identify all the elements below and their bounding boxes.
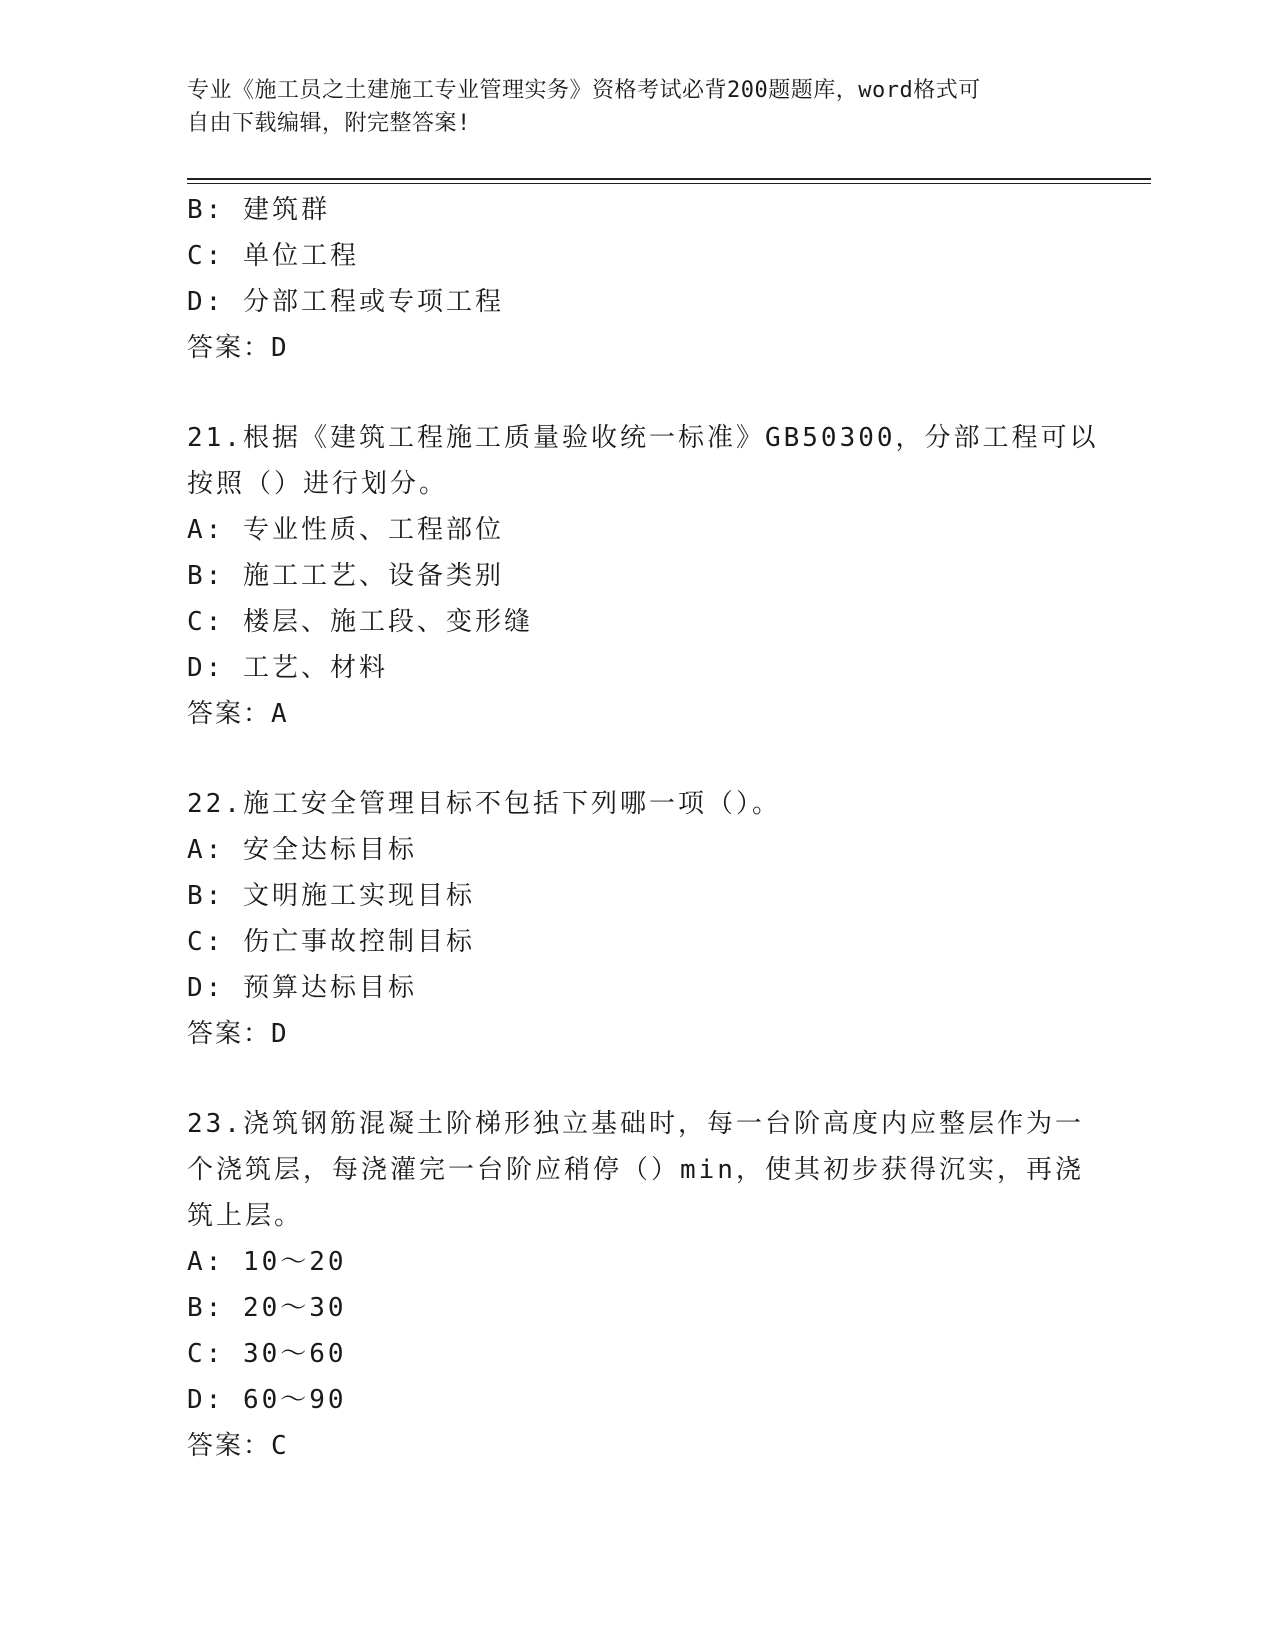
document-body — [187, 187, 1099, 1469]
option-b: B: 文明施工实现目标 — [187, 881, 475, 911]
answer-value: A — [271, 699, 288, 729]
answer-value: C — [271, 1431, 288, 1461]
option-d: D: 工艺、材料 — [187, 653, 388, 683]
header-divider-thick — [187, 178, 1151, 180]
answer-line — [187, 1423, 1087, 1469]
answer-line — [187, 691, 1087, 737]
question-stem-line: 22.施工安全管理目标不包括下列哪一项（）。 — [187, 789, 781, 819]
question-stem-line: 按照（）进行划分。 — [187, 469, 449, 499]
option-d: D: 60～90 — [187, 1385, 347, 1415]
answer-line — [187, 1011, 1087, 1057]
option-b: B: 20～30 — [187, 1293, 347, 1323]
question-stem-line: 21.根据《建筑工程施工质量验收统一标准》GB50300，分部工程可以 — [187, 423, 1099, 453]
option-c: C: 30～60 — [187, 1339, 347, 1369]
question-23 — [187, 1101, 1087, 1469]
header-divider-thin — [187, 183, 1151, 184]
document-header — [187, 74, 1067, 140]
header-line-2: 自由下载编辑，附完整答案! — [187, 111, 471, 136]
question-stem-line: 筑上层。 — [187, 1201, 304, 1231]
question-20-continuation — [187, 187, 1087, 371]
option-a: A: 10～20 — [187, 1247, 347, 1277]
answer-line — [187, 325, 1087, 371]
answer-value: D — [271, 333, 288, 363]
option-b: B: 建筑群 — [187, 195, 330, 225]
option-d: D: 预算达标目标 — [187, 973, 417, 1003]
answer-label: 答案： — [187, 699, 272, 729]
option-c: C: 单位工程 — [187, 241, 359, 271]
option-c: C: 伤亡事故控制目标 — [187, 927, 475, 957]
question-21 — [187, 415, 1099, 737]
answer-label: 答案： — [187, 1019, 272, 1049]
option-c: C: 楼层、施工段、变形缝 — [187, 607, 533, 637]
header-line-1: 专业《施工员之土建施工专业管理实务》资格考试必背200题题库，word格式可 — [187, 78, 981, 103]
option-b: B: 施工工艺、设备类别 — [187, 561, 504, 591]
question-stem-line: 23.浇筑钢筋混凝土阶梯形独立基础时，每一台阶高度内应整层作为一 — [187, 1109, 1084, 1139]
option-d: D: 分部工程或专项工程 — [187, 287, 504, 317]
option-a: A: 安全达标目标 — [187, 835, 417, 865]
question-stem-line: 个浇筑层，每浇灌完一台阶应稍停（）min，使其初步获得沉实，再浇 — [187, 1155, 1084, 1185]
answer-label: 答案： — [187, 1431, 272, 1461]
answer-label: 答案： — [187, 333, 272, 363]
question-22 — [187, 781, 1087, 1057]
option-a: A: 专业性质、工程部位 — [187, 515, 504, 545]
answer-value: D — [271, 1019, 288, 1049]
